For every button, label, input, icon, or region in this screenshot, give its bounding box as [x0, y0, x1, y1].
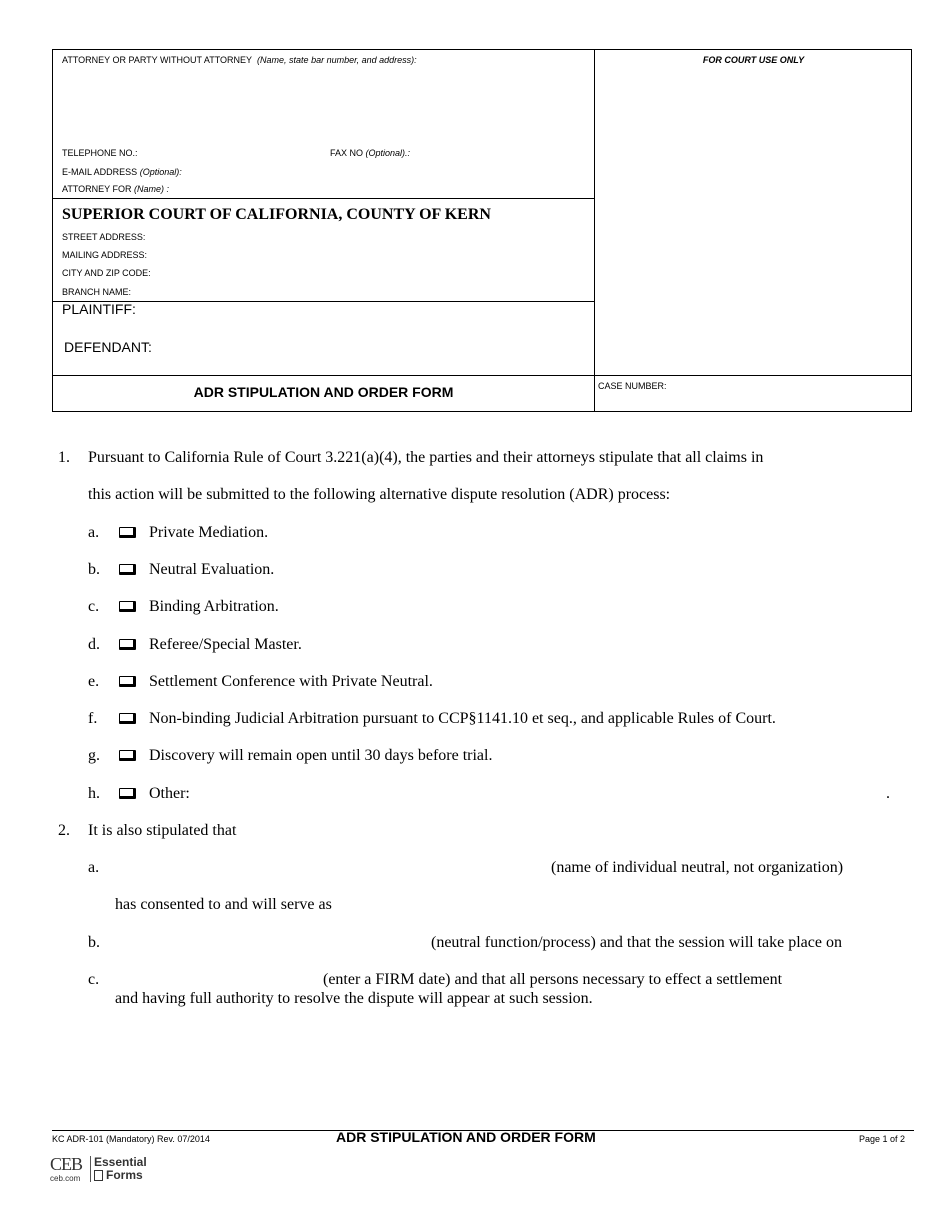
- section-2-intro: It is also stipulated that: [88, 822, 237, 839]
- option-label: Private Mediation.: [149, 524, 269, 541]
- section-1-text: Pursuant to California Rule of Court 3.221(a)(4), the parties and their attorneys stipulate that all claims in: [88, 449, 764, 466]
- neutral-function-input[interactable]: [116, 931, 424, 953]
- caption-rule: [52, 198, 595, 199]
- neutral-evaluation-checkbox[interactable]: [119, 564, 136, 575]
- option-letter: c.: [88, 598, 100, 615]
- caption-divider: [594, 49, 595, 412]
- essential-text: Essential: [94, 1155, 147, 1169]
- case-number-label: CASE NUMBER:: [598, 381, 667, 391]
- option-label: Non-binding Judicial Arbitration pursuant to CCP§1141.10 et seq., and applicable Rules of Court.: [149, 710, 776, 727]
- neutral-consent-text: has consented to and will serve as: [115, 896, 332, 913]
- fax-label: FAX NO (Optional).:: [330, 148, 411, 158]
- option-letter: g.: [88, 747, 100, 764]
- item-letter: b.: [88, 934, 100, 951]
- option-label: Other:: [149, 785, 190, 802]
- branch-name-label: BRANCH NAME:: [62, 287, 132, 297]
- option-label: Neutral Evaluation.: [149, 561, 275, 578]
- settlement-conference-checkbox[interactable]: [119, 676, 136, 687]
- attorney-for-label: ATTORNEY FOR (Name) :: [62, 184, 170, 194]
- option-letter: e.: [88, 673, 100, 690]
- option-label: Binding Arbitration.: [149, 598, 279, 615]
- ceb-logo: [50, 1154, 160, 1186]
- footer-title: ADR STIPULATION AND ORDER FORM: [336, 1129, 596, 1145]
- binding-arbitration-checkbox[interactable]: [119, 601, 136, 612]
- telephone-label: TELEPHONE NO.:: [62, 148, 138, 158]
- session-date-input[interactable]: [116, 968, 316, 990]
- form-id: KC ADR-101 (Mandatory) Rev. 07/2014: [52, 1134, 210, 1144]
- page-number: Page 1 of 2: [859, 1134, 906, 1144]
- forms-text: Forms: [106, 1168, 143, 1182]
- other-input[interactable]: [198, 782, 880, 804]
- mailing-address-label: MAILING ADDRESS:: [62, 250, 148, 260]
- item-letter: a.: [88, 859, 100, 876]
- option-letter: b.: [88, 561, 100, 578]
- defendant-label: DEFENDANT:: [64, 339, 152, 355]
- option-letter: f.: [88, 710, 98, 727]
- ceb-logo-mark: CEB: [50, 1154, 83, 1174]
- option-letter: h.: [88, 785, 100, 802]
- court-title: SUPERIOR COURT OF CALIFORNIA, COUNTY OF KERN: [62, 206, 491, 223]
- item-letter: c.: [88, 971, 100, 988]
- section-2-number: 2.: [58, 822, 70, 839]
- option-label: Referee/Special Master.: [149, 636, 302, 653]
- option-label: Discovery will remain open until 30 days before trial.: [149, 747, 493, 764]
- attorney-label: ATTORNEY OR PARTY WITHOUT ATTORNEY (Name, state bar number, and address):: [62, 55, 417, 65]
- caption-rule: [52, 375, 912, 376]
- email-label: E-MAIL ADDRESS (Optional):: [62, 167, 182, 177]
- neutral-function-caption: (neutral function/process) and that the session will take place on: [431, 934, 842, 951]
- neutral-name-caption: (name of individual neutral, not organization): [551, 859, 844, 876]
- neutral-name-input[interactable]: [116, 856, 544, 878]
- referee-checkbox[interactable]: [119, 639, 136, 650]
- section-1-number: 1.: [58, 449, 70, 466]
- session-date-caption: (enter a FIRM date) and that all persons necessary to effect a settlement: [323, 971, 783, 988]
- other-end-period: .: [886, 785, 890, 802]
- forms-icon: [94, 1170, 103, 1181]
- option-letter: d.: [88, 636, 100, 653]
- discovery-checkbox[interactable]: [119, 750, 136, 761]
- form-title: ADR STIPULATION AND ORDER FORM: [193, 384, 454, 400]
- section-1-text: this action will be submitted to the following alternative dispute resolution (ADR) process:: [88, 486, 671, 503]
- caption-box: [52, 49, 912, 412]
- judicial-arbitration-checkbox[interactable]: [119, 713, 136, 724]
- logo-divider: [90, 1156, 91, 1182]
- city-zip-label: CITY AND ZIP CODE:: [62, 268, 151, 278]
- option-label: Settlement Conference with Private Neutral.: [149, 673, 433, 690]
- other-checkbox[interactable]: [119, 788, 136, 799]
- street-address-label: STREET ADDRESS:: [62, 232, 146, 242]
- ceb-logo-url: ceb.com: [50, 1174, 81, 1183]
- private-mediation-checkbox[interactable]: [119, 527, 136, 538]
- plaintiff-label: PLAINTIFF:: [62, 301, 136, 317]
- court-use-label: FOR COURT USE ONLY: [702, 55, 805, 65]
- session-authority-text: and having full authority to resolve the dispute will appear at such session.: [115, 990, 593, 1007]
- option-letter: a.: [88, 524, 100, 541]
